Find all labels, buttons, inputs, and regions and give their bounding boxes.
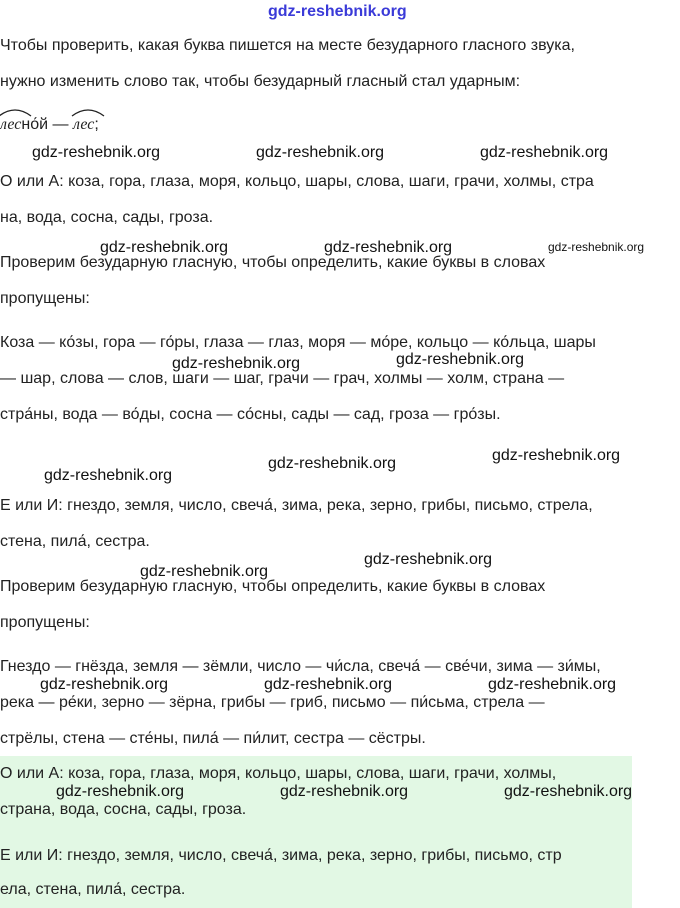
root-text-1: лес xyxy=(0,116,22,133)
root-text-2: лес xyxy=(72,116,95,133)
intro-line-2: нужно изменить слово так, чтобы безударный гласный стал ударным: xyxy=(0,73,521,90)
task-oa-line-1: О или А: коза, гора, глаза, моря, кольцо, шары, слова, шаги, грачи, холмы, стра xyxy=(0,173,594,190)
task-ei-line-2: стена, пила́, сестра. xyxy=(0,533,150,550)
watermark: gdz-reshebnik.org xyxy=(100,239,229,256)
answer-oa-line-2: — шар, слова — слов, шаги — шаг, грачи — грач, холмы — холм, страна — xyxy=(0,370,565,387)
summary-oa-line-1: О или А: коза, гора, глаза, моря, кольцо, шары, слова, шаги, грачи, холмы, xyxy=(0,765,557,782)
check-2-line-1: Проверим безударную гласную, чтобы определить, какие буквы в словах xyxy=(0,578,546,595)
watermark: gdz-reshebnik.org xyxy=(140,563,269,580)
root-arc-icon xyxy=(0,107,32,117)
answer-oa-line-1: Коза — ко́зы, гора — го́ры, глаза — глаз, моря — мо́ре, кольцо — ко́льца, шары xyxy=(0,334,596,351)
root-example xyxy=(0,115,99,135)
watermark: gdz-reshebnik.org xyxy=(172,355,301,372)
watermark: gdz-reshebnik.org xyxy=(280,783,409,800)
watermark: gdz-reshebnik.org xyxy=(256,144,385,161)
watermark: gdz-reshebnik.org xyxy=(364,551,493,568)
example-end: ; xyxy=(94,116,99,133)
watermark: gdz-reshebnik.org xyxy=(56,783,185,800)
watermark: gdz-reshebnik.org xyxy=(396,351,525,368)
intro-line-1: Чтобы проверить, какая буква пишется на месте безударного гласного звука, xyxy=(0,37,575,54)
summary-oa-line-2: страна, вода, сосна, сады, гроза. xyxy=(0,801,247,818)
check-1-line-2: пропущены: xyxy=(0,290,90,307)
example-suffix: но́й — xyxy=(21,116,69,133)
watermark: gdz-reshebnik.org xyxy=(488,676,617,693)
answer-ei-line-1: Гнездо — гнёзда, земля — зёмли, число — чи́сла, свеча́ — све́чи, зима — зи́мы, xyxy=(0,658,601,675)
answer-oa-line-3: стра́ны, вода — во́ды, сосна — со́сны, сады — сад, гроза — гро́зы. xyxy=(0,406,501,423)
site-watermark-top[interactable]: gdz-reshebnik.org xyxy=(268,3,407,20)
summary-ei-line-1: Е или И: гнездо, земля, число, свеча́, зима, река, зерно, грибы, письмо, стр xyxy=(0,847,562,864)
check-1-line-1: Проверим безударную гласную, чтобы определить, какие буквы в словах xyxy=(0,254,546,271)
task-ei-line-1: Е или И: гнездо, земля, число, свеча́, зима, река, зерно, грибы, письмо, стрела, xyxy=(0,497,593,514)
summary-ei-line-2: ела, стена, пила́, сестра. xyxy=(0,881,186,898)
task-oa-line-2: на, вода, сосна, сады, гроза. xyxy=(0,209,214,226)
answer-ei-line-3: стрёлы, стена — сте́ны, пила́ — пи́лит, сестра — сёстры. xyxy=(0,730,426,747)
watermark: gdz-reshebnik.org xyxy=(264,676,393,693)
watermark: gdz-reshebnik.org xyxy=(548,240,645,254)
watermark: gdz-reshebnik.org xyxy=(268,455,397,472)
answer-ei-line-2: река — ре́ки, зерно — зёрна, грибы — гриб, письмо — пи́сьма, стрела — xyxy=(0,694,545,711)
root-mark-1 xyxy=(0,115,21,135)
check-2-line-2: пропущены: xyxy=(0,614,90,631)
watermark: gdz-reshebnik.org xyxy=(504,783,633,800)
root-arc-icon xyxy=(71,107,105,117)
watermark: gdz-reshebnik.org xyxy=(40,676,169,693)
watermark: gdz-reshebnik.org xyxy=(324,239,453,256)
watermark: gdz-reshebnik.org xyxy=(492,447,621,464)
watermark: gdz-reshebnik.org xyxy=(480,144,609,161)
root-mark-2 xyxy=(73,115,94,135)
watermark: gdz-reshebnik.org xyxy=(44,467,173,484)
watermark: gdz-reshebnik.org xyxy=(32,144,161,161)
